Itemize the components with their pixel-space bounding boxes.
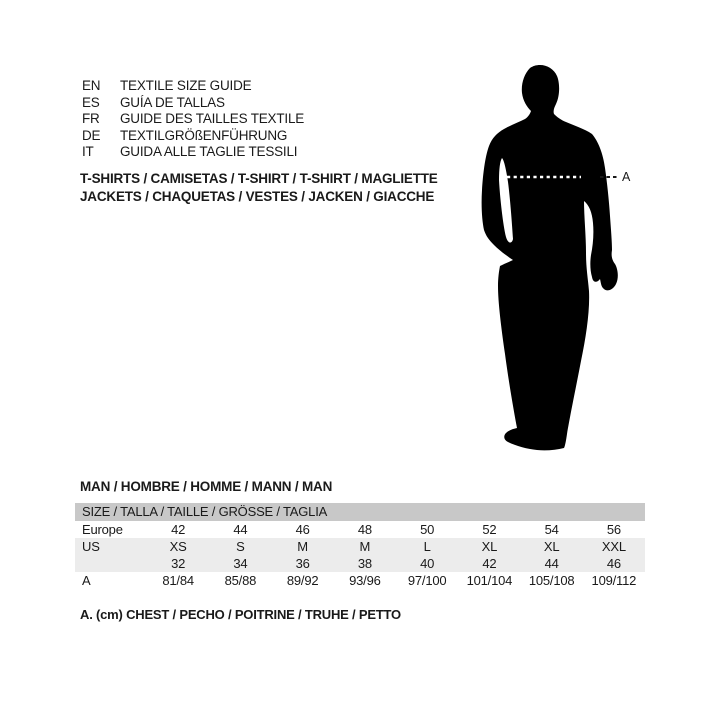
size-table-row-us (75, 538, 645, 555)
language-code: EN (82, 78, 101, 93)
size-cell: 40 (420, 556, 435, 571)
language-title: GUIDE DES TAILLES TEXTILE (120, 111, 305, 126)
size-cell: 105/108 (528, 573, 575, 588)
row-label: A (82, 573, 91, 588)
size-cell: 42 (171, 522, 186, 537)
size-cell: XXL (601, 539, 626, 554)
language-code: DE (82, 127, 101, 143)
size-cell: M (297, 539, 308, 554)
size-cell: 34 (233, 556, 248, 571)
language-title: TEXTILE SIZE GUIDE (120, 78, 252, 93)
section-title-man: MAN / HOMBRE / HOMME / MANN / MAN (80, 479, 333, 494)
size-cell: 46 (295, 522, 310, 537)
size-cell: 38 (357, 556, 372, 571)
size-cell: 81/84 (162, 573, 194, 588)
size-cell: 109/112 (591, 573, 637, 588)
product-categories (80, 170, 438, 205)
size-cell: 97/100 (407, 573, 447, 588)
language-title: GUIDA ALLE TAGLIE TESSILI (120, 144, 298, 159)
language-row-en (82, 78, 304, 95)
size-cell: 44 (233, 522, 248, 537)
size-cell: 46 (606, 556, 621, 571)
product-line-tshirts: T-SHIRTS / CAMISETAS / T-SHIRT / T-SHIRT / MAGLIETTE (80, 171, 438, 186)
size-cell: XL (481, 539, 498, 554)
language-code: ES (82, 94, 100, 110)
size-cell: 32 (171, 556, 186, 571)
size-cell: 36 (295, 556, 310, 571)
row-label (75, 555, 147, 572)
size-cell: XL (543, 539, 560, 554)
size-cell: 101/104 (466, 573, 513, 588)
size-cell: XS (169, 539, 187, 554)
size-cell: 50 (420, 522, 435, 537)
language-row-es (82, 95, 304, 112)
language-title: TEXTILGRÖßENFÜHRUNG (120, 127, 288, 143)
size-table (75, 503, 645, 590)
man-silhouette-shape (482, 65, 618, 450)
size-cell: 85/88 (224, 573, 257, 588)
language-list (82, 78, 304, 161)
row-label: US (82, 539, 100, 554)
size-cell: 42 (482, 556, 497, 571)
language-row-it (82, 144, 304, 161)
size-cell: 93/96 (349, 573, 381, 588)
row-label: Europe (82, 522, 123, 537)
size-cell: S (236, 539, 245, 554)
size-cell: 89/92 (286, 573, 319, 588)
language-row-fr (82, 111, 304, 128)
product-line-jackets: JACKETS / CHAQUETAS / VESTES / JACKEN / GIACCHE (80, 188, 435, 204)
size-table-row-europe (75, 521, 645, 538)
chest-measure-label: A (622, 170, 631, 184)
size-cell: 44 (544, 556, 559, 571)
language-code: IT (82, 144, 94, 159)
size-cell: L (423, 539, 431, 554)
size-cell: 56 (606, 522, 621, 537)
size-cell: 54 (544, 522, 559, 537)
size-table-row-chest (75, 572, 645, 590)
language-title: GUÍA DE TALLAS (120, 94, 225, 110)
size-cell: 52 (482, 522, 497, 537)
language-code: FR (82, 111, 100, 126)
size-cell: 48 (357, 522, 372, 537)
language-row-de (82, 128, 304, 145)
man-silhouette (470, 60, 635, 465)
size-table-header: SIZE / TALLA / TAILLE / GRÖSSE / TAGLIA (75, 503, 645, 521)
size-cell: M (359, 539, 371, 554)
size-table-row-us-numeric (75, 555, 645, 572)
measurement-footnote: A. (cm) CHEST / PECHO / POITRINE / TRUHE / PETTO (80, 607, 401, 622)
